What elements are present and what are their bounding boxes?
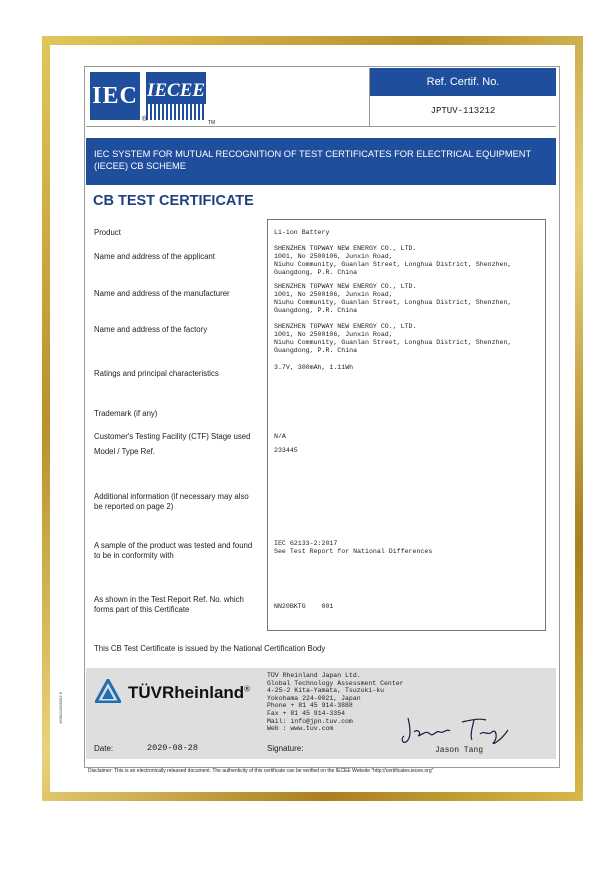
disclaimer: Disclaimer: This is an electronically released document. The authenticity of this certificate can be verified on the IECEE Website "http://certificates.iecee.org" [88,768,434,774]
iecee-logo-stripes [146,104,206,120]
manufacturer-value: SHENZHEN TOPWAY NEW ENERGY CO., LTD. 1001, No 2500106, Junxin Road, Niuhu Community, Guanlan Street, Longhua District, Shenzhen, Guangdong, P.R. China [274,283,512,314]
applicant-value: SHENZHEN TOPWAY NEW ENERGY CO., LTD. 1001, No 2500106, Junxin Road, Niuhu Community, Guanlan Street, Longhua District, Shenzhen, Guangdong, P.R. China [274,245,512,276]
test-report-label: As shown in the Test Report Ref. No. which forms part of this Certificate [94,595,244,614]
test-report-value: NN20BKTG 001 [274,603,334,610]
certificate-title: CB TEST CERTIFICATE [93,193,254,209]
document-side-code: 1698112895054 6 [58,692,63,724]
additional-info-label: Additional information (if necessary may also be reported on page 2) [94,492,249,511]
sample-conformity-value: IEC 62133-2:2017 See Test Report for National Differences [274,540,433,555]
scheme-banner: IEC SYSTEM FOR MUTUAL RECOGNITION OF TEST CERTIFICATES FOR ELECTRICAL EQUIPMENT (IECEE) CB SCHEME [86,138,556,185]
product-label: Product [94,228,121,237]
date-label: Date: [94,744,114,753]
iec-logo: IEC [90,72,140,120]
tuv-triangle-icon [95,679,121,703]
ctf-value: N/A [274,433,286,440]
ratings-value: 3.7V, 300mAh, 1.11Wh [274,364,354,371]
ref-certificate-label: Ref. Certif. No. [370,68,556,96]
tuv-logo-text: TÜVRheinland [128,683,245,702]
date-value: 2020-08-28 [147,743,199,753]
ref-certificate-number: JPTUV-113212 [430,106,496,116]
ratings-label: Ratings and principal characteristics [94,369,219,378]
factory-label: Name and address of the factory [94,325,208,334]
header-divider [86,126,556,127]
applicant-label: Name and address of the applicant [94,252,215,261]
model-label: Model / Type Ref. [94,447,155,456]
manufacturer-label: Name and address of the manufacturer [94,289,230,298]
product-value: Li-ion Battery [274,229,330,236]
values-box [267,219,546,631]
iecee-logo: IECEE [146,72,206,120]
trademark-mark: TM [208,120,216,126]
trademark-label: Trademark (if any) [94,409,158,418]
model-value: 233445 [274,447,298,454]
tuv-rheinland-logo [128,683,250,703]
signature-label: Signature: [267,744,304,753]
tuv-registered-mark: ® [244,684,251,694]
signatory-name: Jason Tang [435,746,484,755]
factory-value: SHENZHEN TOPWAY NEW ENERGY CO., LTD. 1001, No 2500106, Junxin Road, Niuhu Community, Guanlan Street, Longhua District, Shenzhen, Guangdong, P.R. China [274,323,512,354]
issued-by-statement: This CB Test Certificate is issued by the National Certification Body [94,644,326,653]
ctf-label: Customer's Testing Facility (CTF) Stage used [94,432,251,441]
certifier-address: TÜV Rheinland Japan Ltd. Global Technology Assessment Center 4-25-2 Kita-Yamata, Tsuzuki-ku Yokohama 224-0021, Japan Phone + 81 45 914-3888 Fax + 81 45 914-3354 Mail: info@jpn.tuv.com Web : www.tuv.com [267,672,404,733]
sample-conformity-label: A sample of the product was tested and found to be in conformity with [94,541,253,560]
registered-mark: ® [142,116,148,123]
handwritten-signature [400,712,520,748]
